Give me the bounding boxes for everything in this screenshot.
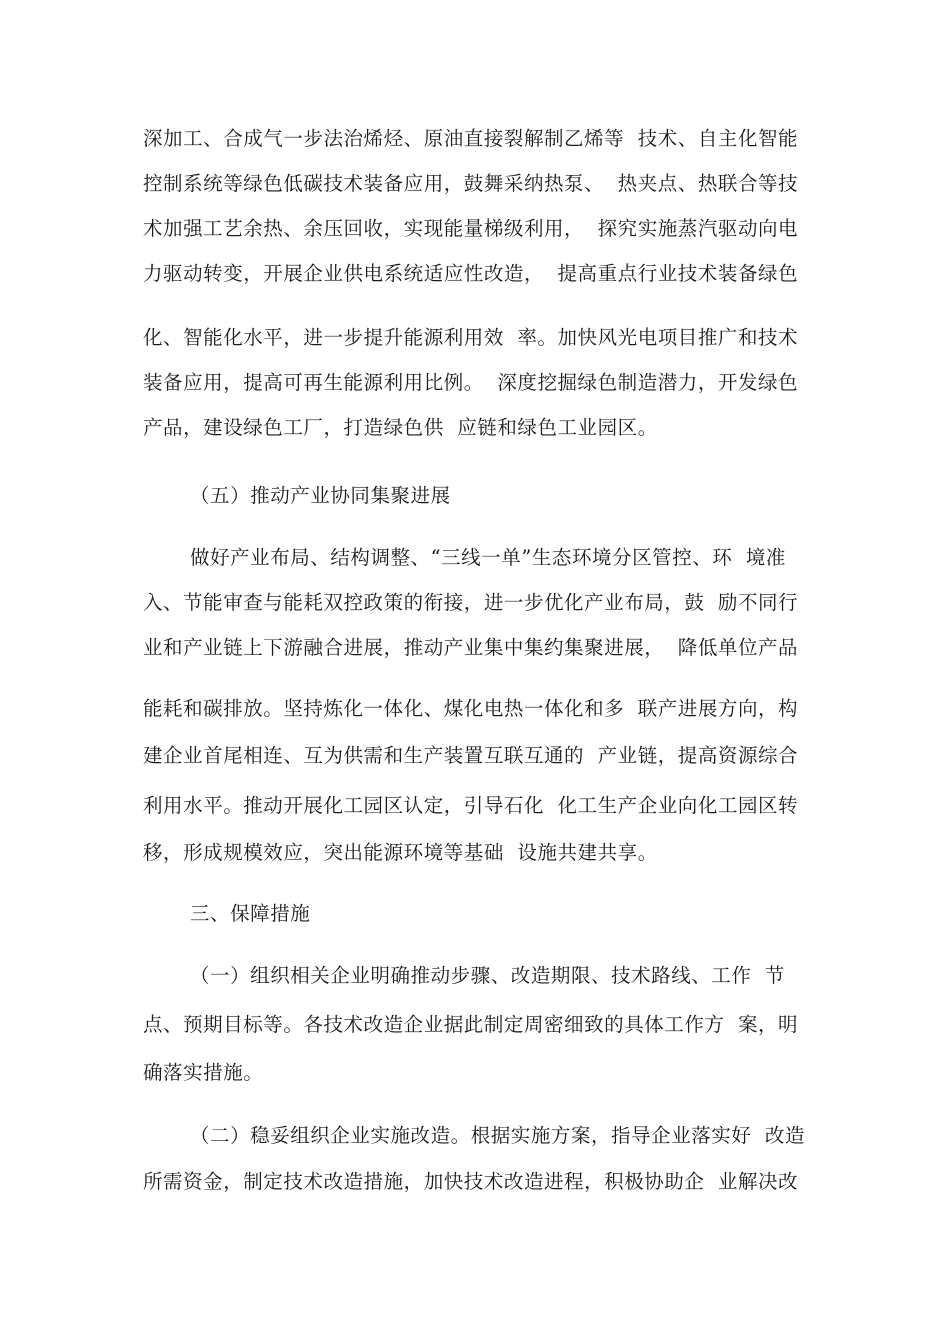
text-line: 能耗和碳排放。坚持炼化一体化、煤化电热一体化和多 联产进展方向，构 [143, 697, 799, 720]
text-line: 利用水平。推动开展化工园区认定，引导石化 化工生产企业向化工园区转 [143, 794, 799, 817]
text-line: 入、节能审查与能耗双控政策的衔接，进一步优化产业布局，鼓 励不同行 [143, 591, 799, 614]
text-line: 所需资金，制定技术改造措施，加快技术改造进程，积极协助企 业解决改 [143, 1170, 799, 1193]
text-line: 点、预期目标等。各技术改造企业据此制定周密细致的具体工作方 案，明 [143, 1013, 799, 1036]
text-line: 建企业首尾相连、互为供需和生产装置互联互通的 产业链，提高资源综合 [143, 744, 799, 767]
text-line: （一）组织相关企业明确推动步骤、改造期限、技术路线、工作 节 [190, 964, 785, 987]
text-line: 装备应用，提高可再生能源利用比例。 深度挖掘绿色制造潜力，开发绿色 [143, 371, 799, 394]
text-line: 控制系统等绿色低碳技术装备应用，鼓舞采纳热泵、 热夹点、热联合等技 [143, 172, 799, 195]
section-heading: （五）推动产业协同集聚进展 [190, 484, 451, 507]
text-line: 确落实措施。 [143, 1061, 264, 1084]
text-line: （二）稳妥组织企业实施改造。根据实施方案，指导企业落实好 改造 [190, 1124, 805, 1147]
text-line: 术加强工艺余热、余压回收，实现能量梯级利用， 探究实施蒸汽驱动向电 [143, 217, 799, 240]
text-line: 化、智能化水平，进一步提升能源利用效 率。加快风光电项目推广和技术 [143, 326, 799, 349]
section-heading: 三、保障措施 [190, 902, 311, 925]
text-line: 业和产业链上下游融合进展，推动产业集中集约集聚进展， 降低单位产品 [143, 636, 799, 659]
text-line: 力驱动转变，开展企业供电系统适应性改造， 提高重点行业技术装备绿色 [143, 262, 799, 285]
text-line: 深加工、合成气一步法治烯烃、原油直接裂解制乙烯等 技术、自主化智能 [143, 127, 799, 150]
text-line: 产品，建设绿色工厂，打造绿色供 应链和绿色工业园区。 [143, 416, 658, 439]
text-line: 做好产业布局、结构调整、“三线一单”生态环境分区管控、环 境准 [190, 546, 786, 569]
text-line: 移，形成规模效应，突出能源环境等基础 设施共建共享。 [143, 841, 658, 864]
